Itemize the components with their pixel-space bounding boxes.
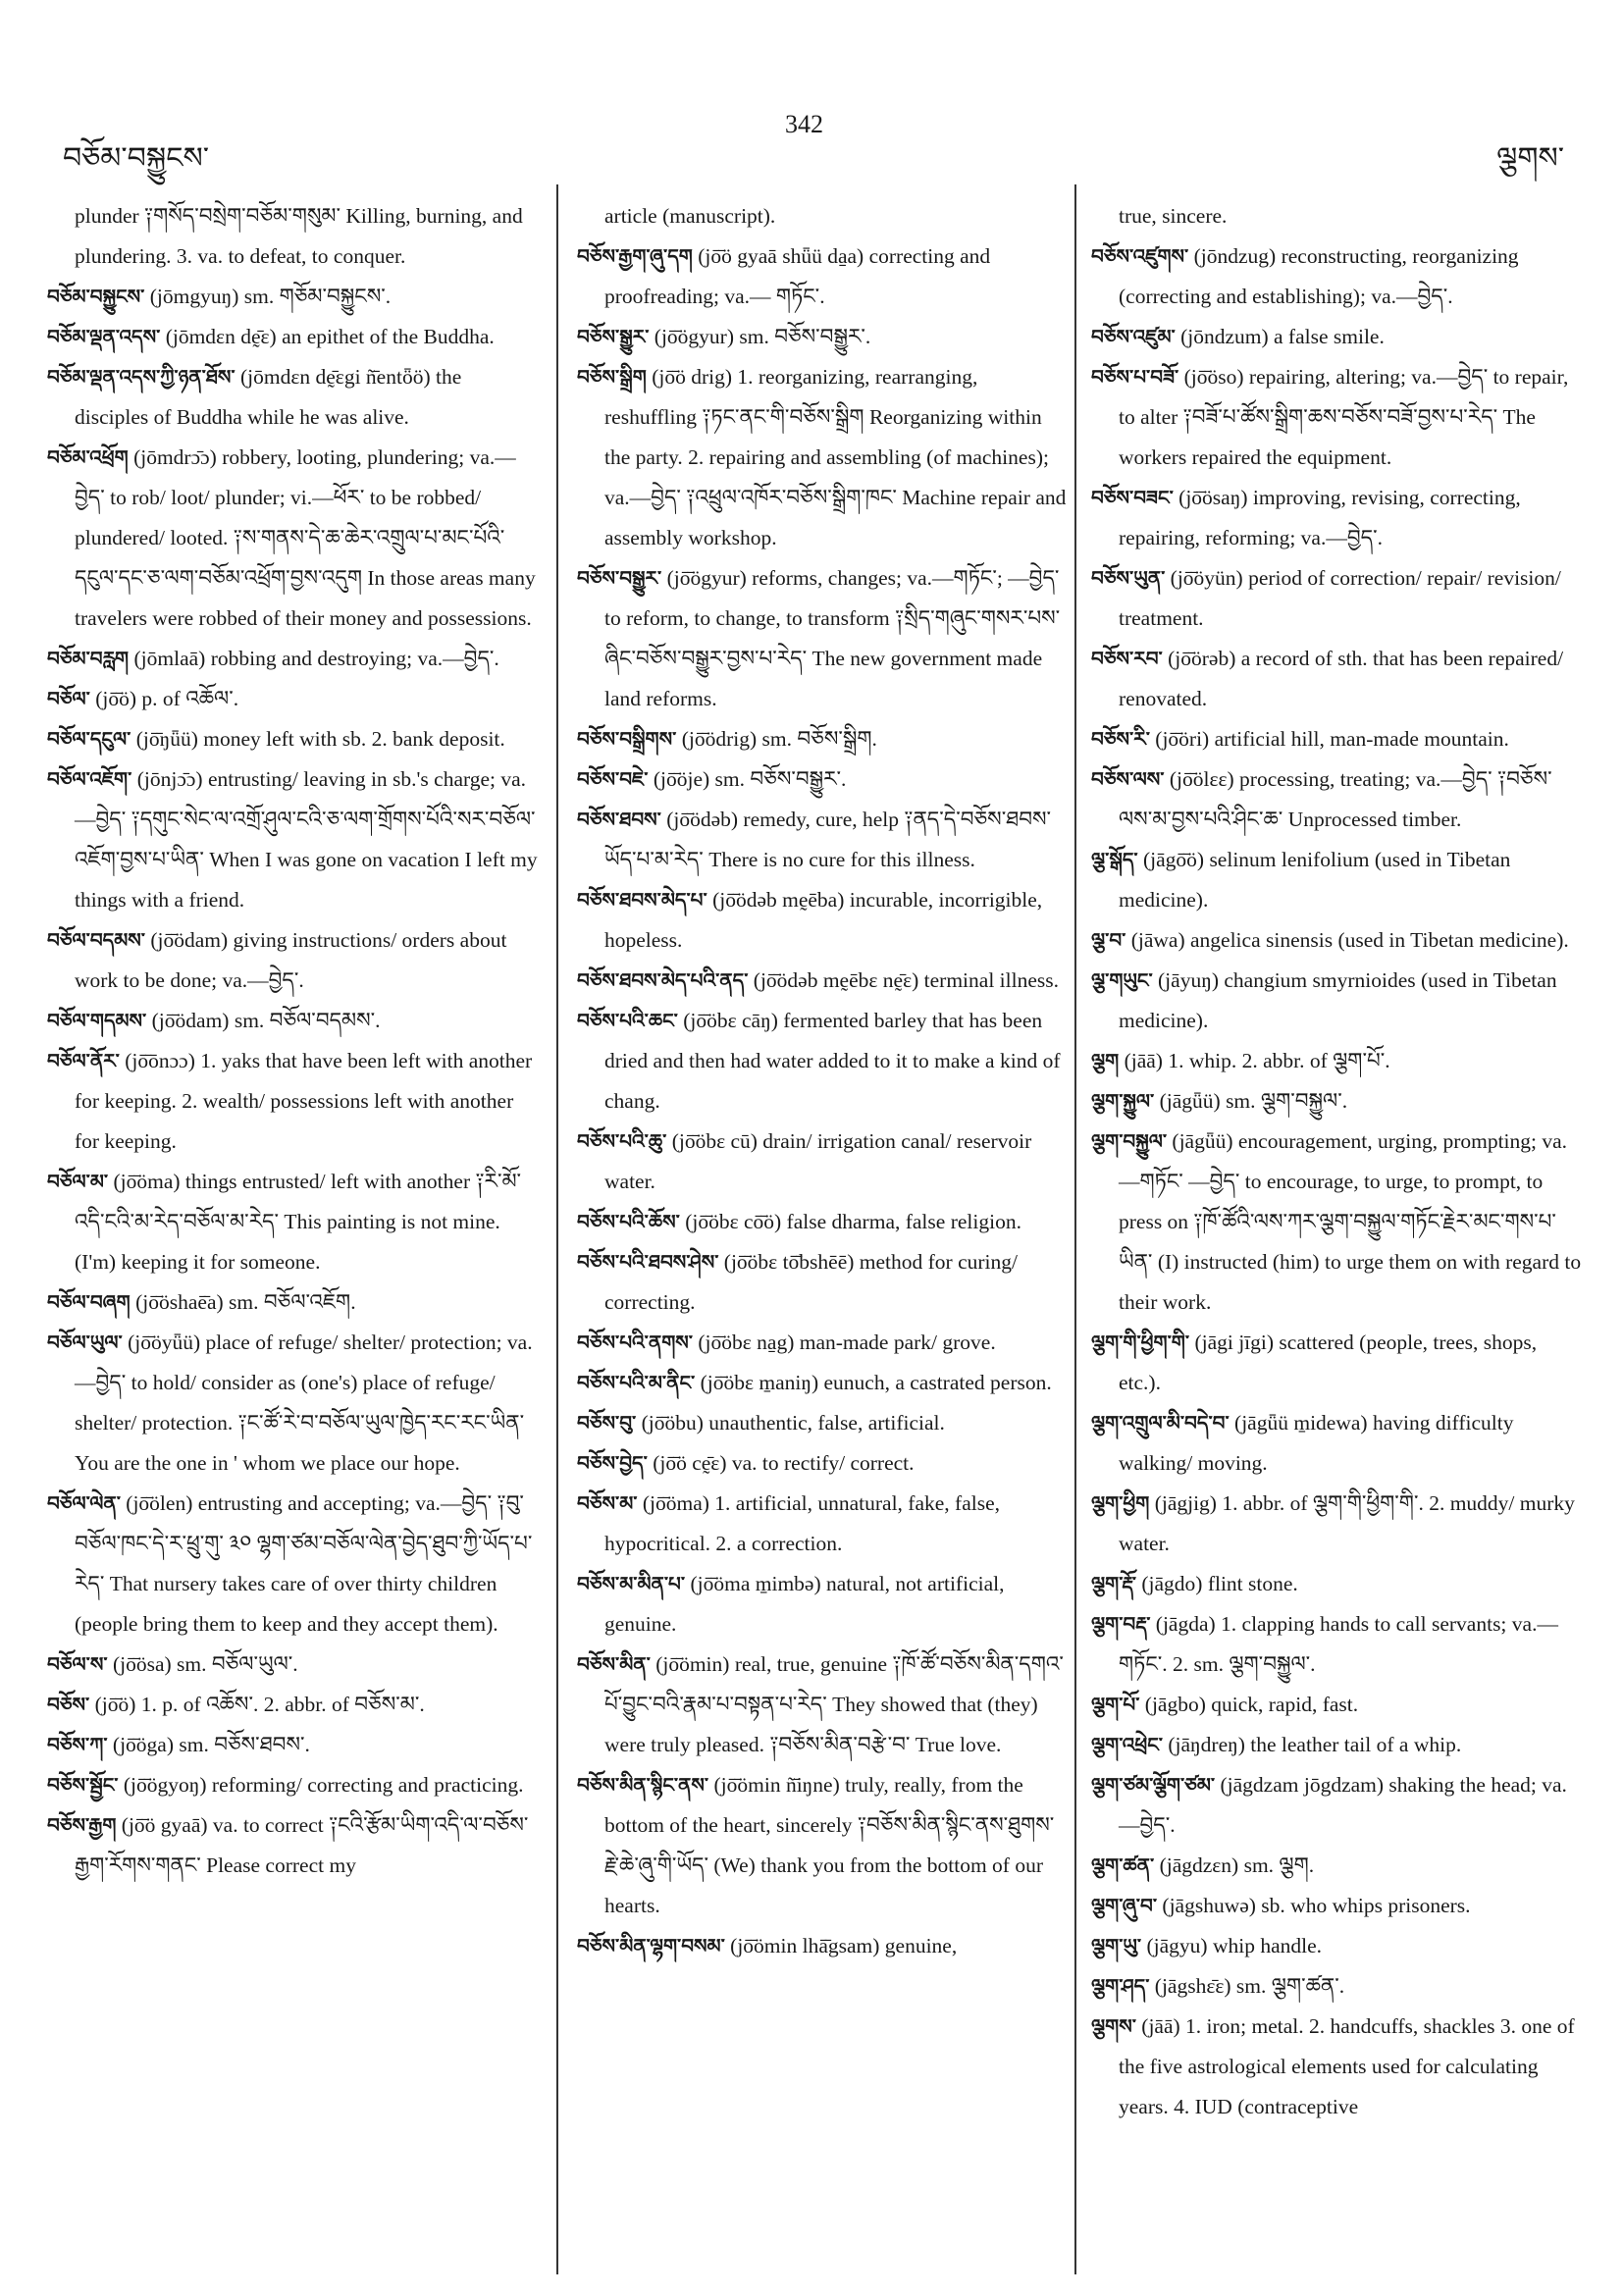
dictionary-entry bbox=[47, 1282, 538, 1323]
definition: (jōnjɔ̄ɔ) entrusting/ leaving in sb.'s charge; va.—བྱེད་ ༑དགུང་སེང་ལ་འགྲོ་ཤུལ་ངའི་ཅ་ལག་གྲོགས་པོའི་སར་བཅོལ་འཇོག་བྱས་པ་ཡིན་ When I was gone on vacation I left my things with a friend. bbox=[75, 767, 538, 912]
headword: བཅོལ་ཡུལ་ bbox=[47, 1331, 123, 1354]
definition: (jōndzum) a false smile. bbox=[1175, 325, 1385, 348]
headword: བཅོལ་ས་ bbox=[47, 1652, 108, 1676]
definition: (jāyuŋ) changium smyrnioides (used in Tibetan medicine). bbox=[1119, 968, 1557, 1032]
headword: ལྕག་བསྐྱུལ་ bbox=[1091, 1129, 1168, 1153]
headword: བཅོས་འཛུགས་ bbox=[1091, 244, 1189, 268]
definition: (jāā) 1. iron; metal. 2. handcuffs, shackles 3. one of the five astrological elements used for calculating years. 4. IUD (contraceptive bbox=[1119, 2014, 1575, 2118]
definition: (jō̄öbɛ na̱g) man-made park/ grove. bbox=[692, 1331, 996, 1354]
page-number: 342 bbox=[785, 110, 823, 138]
headword: བཅོས་པའི་ནགས་ bbox=[577, 1331, 693, 1354]
definition: article (manuscript). bbox=[604, 204, 776, 228]
dictionary-entry bbox=[47, 639, 538, 679]
definition: (jāgda) 1. clapping hands to call servants; va.—གཏོང་. 2. sm. ལྕག་བསྐྱུལ་. bbox=[1119, 1612, 1558, 1676]
headword: ལྕག་ཙམ་ལྕོག་ཙམ་ bbox=[1091, 1773, 1216, 1797]
dictionary-entry bbox=[1091, 2007, 1582, 2127]
definition: (jō̄örəb) a record of sth. that has been repaired/ renovated. bbox=[1119, 647, 1564, 710]
headword: ལྕག་གི་ཕྱིག་གི་ bbox=[1091, 1331, 1190, 1354]
definition: (jāgbo) quick, rapid, fast. bbox=[1139, 1693, 1359, 1716]
headword: བཅོས་སྒྲིག bbox=[577, 365, 647, 389]
definition: (jō̄ödəb) remedy, cure, help ༑ནད་དེ་བཅོས་ཐབས་ཡོད་པ་མ་རེད་ There is no cure for this illness. bbox=[604, 808, 1052, 871]
headword: བཅོས་པའི་མ་ནིང་ bbox=[577, 1371, 696, 1394]
headword: བཅོས་བྱེད་ bbox=[577, 1451, 648, 1475]
definition: (jō̄öma) 1. artificial, unnatural, fake, false, hypocritical. 2. a correction. bbox=[604, 1491, 1001, 1555]
definition: (jō̄öbɛ tō̄bshēē) method for curing/ correcting. bbox=[604, 1250, 1018, 1314]
definition: (jō̄ösaŋ) improving, revising, correcting, repairing, reforming; va.—བྱེད་. bbox=[1119, 486, 1521, 549]
dictionary-entry bbox=[577, 558, 1068, 719]
headword: ལྕག་འཕྲེང་ bbox=[1091, 1733, 1163, 1756]
definition: (jō̄ödəb mḛēbɛ nḛ̄ɛ) terminal illness. bbox=[748, 968, 1059, 992]
definition: (jō̄ö gyaā shǖü da̱a) correcting and proofreading; va.— གཏོང་. bbox=[604, 244, 991, 308]
definition: (jō̄ögyoŋ) reforming/ correcting and practicing. bbox=[118, 1773, 524, 1797]
headword: བཅོས་ཐབས་མེད་པའི་ནད་ bbox=[577, 968, 749, 992]
dictionary-entry bbox=[577, 961, 1068, 1001]
definition: (jāwa) angelica sinensis (used in Tibetan medicine). bbox=[1126, 928, 1569, 952]
dictionary-entry bbox=[1091, 1323, 1582, 1403]
definition: (jō̄ögyur) reforms, changes; va.—གཏོང་; —བྱེད་ to reform, to change, to transform ༑སྲིད་གཞུང་གསར་པས་ཞིང་བཅོས་བསྒྱུར་བྱས་པ་རེད་ The new government made land reforms. bbox=[604, 566, 1061, 710]
definition: (jōmgyuŋ) sm. གཅོམ་བསྐྱུངས་. bbox=[144, 285, 392, 308]
definition: (jāgyu) whip handle. bbox=[1141, 1934, 1323, 1957]
dictionary-entry bbox=[1091, 961, 1582, 1041]
dictionary-entry bbox=[1091, 1564, 1582, 1604]
headword: བཅོལ་བདམས་ bbox=[47, 928, 145, 952]
dictionary-entry bbox=[47, 1001, 538, 1041]
definition: (jāgshuwə) sb. who whips prisoners. bbox=[1157, 1894, 1471, 1917]
headword: བཅོས་མ་ bbox=[577, 1491, 638, 1515]
running-head-right: ལྕགས་ bbox=[1496, 141, 1564, 176]
definition: (jō̄ögyur) sm. བཅོས་བསྒྱུར་. bbox=[649, 325, 871, 348]
headword: བཅོལ་དངུལ་ bbox=[47, 727, 131, 751]
headword: བཅོམ་བརླག bbox=[47, 647, 130, 670]
headword: བཅོས་ཡུན་ bbox=[1091, 566, 1166, 590]
headword: ལྕག་ཡུ་ bbox=[1091, 1934, 1142, 1957]
headword: བཅོས་བསྒྲིགས་ bbox=[577, 727, 677, 751]
definition: (jāgō̄ö) selinum lenifolium (used in Tibetan medicine). bbox=[1119, 848, 1511, 912]
definition: (jāgdzɛn) sm. ལྕག. bbox=[1154, 1853, 1315, 1877]
dictionary-entry bbox=[47, 1685, 538, 1725]
definition: (jō̄ö drig) 1. reorganizing, rearranging, reshuffling ༑ཏང་ནང་གི་བཅོས་སྒྲིག Reorganizing within the party. 2. repairing and assembling (of machines); va.—བྱེད་ ༑འཕྲུལ་འཁོར་བཅོས་སྒྲིག་ཁང་ Machine repair and assembly workshop. bbox=[604, 365, 1067, 549]
definition: (jōmlaā) robbing and destroying; va.—བྱེད་. bbox=[129, 647, 499, 670]
dictionary-entry bbox=[577, 1363, 1068, 1403]
definition: (jō̄ölɛɛ) processing, treating; va.—བྱེད་ ༑བཅོས་ལས་མ་བྱས་པའི་ཤིང་ཆ་ Unprocessed timber. bbox=[1119, 767, 1552, 831]
headword: བཅོས་རབ་ bbox=[1091, 647, 1163, 670]
headword: བཅོལ་འཇོག་ bbox=[47, 767, 132, 791]
column-divider-2 bbox=[1074, 184, 1076, 2274]
dictionary-entry bbox=[47, 357, 538, 438]
dictionary-entry bbox=[1091, 1846, 1582, 1886]
definition: (jō̄öri) artificial hill, man-made mountain. bbox=[1149, 727, 1509, 751]
headword: བཅོས་འཛུམ་ bbox=[1091, 325, 1176, 348]
dictionary-entry bbox=[47, 920, 538, 1001]
headword: བཅོས་མ་མིན་པ་ bbox=[577, 1572, 686, 1595]
dictionary-entry bbox=[1091, 236, 1582, 317]
headword: བཅོས་ bbox=[47, 1693, 90, 1716]
column-1 bbox=[47, 196, 538, 2257]
headword: བཅོས་པའི་ཆང་ bbox=[577, 1009, 678, 1032]
dictionary-entry bbox=[47, 1644, 538, 1685]
definition: (jō̄ōnɔɔ) 1. yaks that have been left with another for keeping. 2. wealth/ possessions left with another for keeping. bbox=[75, 1049, 533, 1153]
dictionary-entry bbox=[47, 317, 538, 357]
headword: ལྕག་ཚན་ bbox=[1091, 1853, 1155, 1877]
definition: (jō̄ödəb mḛēba) incurable, incorrigible, hopeless. bbox=[604, 888, 1043, 952]
column-2 bbox=[577, 196, 1068, 2257]
headword: བཅོས་རྒྱག bbox=[47, 1813, 117, 1837]
dictionary-entry bbox=[577, 1242, 1068, 1323]
dictionary-entry bbox=[1091, 759, 1582, 840]
dictionary-entry bbox=[47, 438, 538, 639]
headword: བཅོས་ཐབས་ bbox=[577, 808, 661, 831]
dictionary-entry bbox=[577, 1122, 1068, 1202]
definition: (jō̄öbɛ cū) drain/ irrigation canal/ reservoir water. bbox=[604, 1129, 1032, 1193]
dictionary-entry bbox=[1091, 1685, 1582, 1725]
headword: བཅོས་བཟང་ bbox=[1091, 486, 1174, 509]
definition: (jō̄öyǖü) place of refuge/ shelter/ protection; va.—བྱེད་ to hold/ consider as (one's) place of refuge/ shelter/ protection. ༑ང་ཚོ་རེ་བ་བཅོལ་ཡུལ་ཁྱེད་རང་རང་ཡིན་ You are the one in ' whom we place our hope. bbox=[75, 1331, 533, 1475]
definition: (jō̄ömin) real, true, genuine ༑ཁོ་ཚོ་བཅོས་མིན་དགའ་པོ་བྱུང་བའི་རྣམ་པ་བསྟན་པ་རེད་ They showed that (they) were truly pleased. ༑བཅོས་མིན་བརྩེ་བ་ True love. bbox=[604, 1652, 1064, 1756]
definition: (jō̄öyün) period of correction/ repair/ revision/ treatment. bbox=[1119, 566, 1561, 630]
dictionary-entry bbox=[1091, 1081, 1582, 1122]
dictionary-entry bbox=[47, 719, 538, 759]
dictionary-entry bbox=[47, 1323, 538, 1484]
definition: (jō̄öbɛ cō̄ö) false dharma, false religion. bbox=[679, 1210, 1021, 1233]
definition: (jō̄öma m̱imbə) natural, not artificial, genuine. bbox=[604, 1572, 1005, 1636]
headword: བཅོས་མིན་སྙིང་ནས་ bbox=[577, 1773, 709, 1797]
dictionary-entry bbox=[577, 236, 1068, 317]
dictionary-entry bbox=[1091, 1122, 1582, 1323]
definition: (jō̄ölen) entrusting and accepting; va.—བྱེད་ ༑བུ་བཅོལ་ཁང་དེ་ར་ཕྲུ་གུ་ ༣༠ ལྷག་ཙམ་བཅོལ་ལེན་བྱེད་ཐུབ་ཀྱི་ཡོད་པ་རེད་ That nursery takes care of over thirty children (people bring them to keep and they accept them). bbox=[75, 1491, 533, 1636]
definition: (jō̄ö gyaā) va. to correct ༑ངའི་རྩོམ་ཡིག་འདི་ལ་བཅོས་རྒྱག་རོགས་གནང་ Please correct my bbox=[75, 1813, 529, 1877]
dictionary-entry bbox=[47, 1484, 538, 1644]
definition: (jō̄öga) sm. བཅོས་ཐབས་. bbox=[107, 1733, 310, 1756]
definition: (jō̄öshaē̄a) sm. བཅོལ་འཇོག. bbox=[130, 1290, 356, 1314]
headword: བཅོམ་བསྐྱུངས་ bbox=[47, 285, 145, 308]
entry-continuation bbox=[577, 196, 1068, 236]
column-3 bbox=[1091, 196, 1582, 2257]
headword: བཅོལ་མ་ bbox=[47, 1170, 109, 1193]
definition: (jōmdɛn dḛ̄ɛ) an epithet of the Buddha. bbox=[160, 325, 495, 348]
dictionary-entry bbox=[577, 880, 1068, 961]
headword: ལྕག་སྐྱུལ་ bbox=[1091, 1089, 1155, 1113]
definition: (jōmdɛn dḛ̄ɛgi ñ̄entȫö) the disciples of Buddha while he was alive. bbox=[75, 365, 462, 429]
definition: (jō̄öbɛ cāŋ) fermented barley that has been dried and then had water added to it to make a kind of chang. bbox=[604, 1009, 1061, 1113]
headword: ལྕག་བརྡ་ bbox=[1091, 1612, 1151, 1636]
dictionary-entry bbox=[577, 1001, 1068, 1122]
dictionary-entry bbox=[1091, 719, 1582, 759]
headword: ལྕག་ཕྱིག bbox=[1091, 1491, 1150, 1515]
headword: ལྕག་རྡོ་ bbox=[1091, 1572, 1136, 1595]
entry-continuation bbox=[47, 196, 538, 277]
definition: (jōmdrɔ̄ɔ) robbery, looting, plundering; va.—བྱེད་ to rob/ loot/ plunder; vi.—ཕོར་ to be robbed/ plundered/ looted. ༑ས་གནས་དེ་ཆ་ཆེར་འགྲུལ་པ་མང་པོའི་དངུལ་དང་ཅ་ལག་བཅོམ་འཕྲོག་བྱས་འདུག In those areas many travelers were robbed of their money and possessions. bbox=[75, 445, 536, 630]
headword: ལྕ་གཡུང་ bbox=[1091, 968, 1153, 992]
headword: བཅོས་བཇེ་ bbox=[577, 767, 649, 791]
definition: (jāgǖü) encouragement, urging, prompting; va.—གཏོང་ —བྱེད་ to encourage, to urge, to prompt, to press on ༑ཁོ་ཚོའི་ལས་ཀར་ལྕག་བསྐྱུལ་གཏོང་རྗེར་མང་གས་པ་ཡིན་ (I) instructed (him) to urge them on with regard to their work. bbox=[1119, 1129, 1582, 1314]
headword: ལྕག་ཞུ་བ་ bbox=[1091, 1894, 1158, 1917]
dictionary-entry bbox=[1091, 317, 1582, 357]
headword: ལྕ་བ་ bbox=[1091, 928, 1126, 952]
column-divider-1 bbox=[556, 184, 558, 2274]
dictionary-entry bbox=[1091, 1725, 1582, 1765]
dictionary-entry bbox=[577, 317, 1068, 357]
dictionary-entry bbox=[1091, 920, 1582, 961]
headword: ལྕག་ཤད་ bbox=[1091, 1974, 1150, 1998]
running-head-left: བཅོམ་བསྐྱུངས་ bbox=[63, 141, 210, 176]
definition: (jō̄ŋǖü) money left with sb. 2. bank deposit. bbox=[131, 727, 505, 751]
dictionary-entry bbox=[577, 1403, 1068, 1443]
dictionary-entry bbox=[577, 1926, 1068, 1966]
dictionary-entry bbox=[47, 277, 538, 317]
definition: (jāgǖü m̱idewa) having difficulty walking/ moving. bbox=[1119, 1411, 1514, 1475]
definition: (jō̄öbɛ m̱aniŋ) eunuch, a castrated person. bbox=[695, 1371, 1052, 1394]
headword: བཅོམ་ལྡན་འདས་ bbox=[47, 325, 161, 348]
headword: བཅོས་ཀ་ bbox=[47, 1733, 108, 1756]
headword: བཅོས་ལས་ bbox=[1091, 767, 1165, 791]
headword: བཅོལ་ལེན་ bbox=[47, 1491, 121, 1515]
dictionary-entry bbox=[1091, 1926, 1582, 1966]
headword: བཅོས་པ་བཟོ་ bbox=[1091, 365, 1179, 389]
headword: ལྕ་སྒོད་ bbox=[1091, 848, 1138, 871]
headword: ལྕག bbox=[1091, 1049, 1120, 1072]
definition: (jāgshɛ̄ɛ) sm. ལྕག་ཚན་. bbox=[1149, 1974, 1345, 1998]
headword: བཅོས་བསྒྱུར་ bbox=[577, 566, 662, 590]
dictionary-entry bbox=[1091, 478, 1582, 558]
headword: ལྕག་པོ་ bbox=[1091, 1693, 1140, 1716]
dictionary-entry bbox=[577, 1443, 1068, 1484]
headword: བཅོས་རྒྱག་ཞུ་དག bbox=[577, 244, 693, 268]
headword: བཅོས་སྦྱོང་ bbox=[47, 1773, 119, 1797]
definition: (jāgdo) flint stone. bbox=[1135, 1572, 1298, 1595]
dictionary-entry bbox=[1091, 1041, 1582, 1081]
headword: བཅོས་པའི་ཆོས་ bbox=[577, 1210, 680, 1233]
entry-continuation bbox=[1091, 196, 1582, 236]
headword: བཅོལ་ནོར་ bbox=[47, 1049, 120, 1072]
definition: (jō̄ömin lhā̄gsam) genuine, bbox=[724, 1934, 958, 1957]
dictionary-entry bbox=[1091, 1966, 1582, 2007]
headword: བཅོལ་བཞག bbox=[47, 1290, 131, 1314]
definition: (jāā) 1. whip. 2. abbr. of ལྕག་པོ་. bbox=[1119, 1049, 1390, 1072]
headword: བཅོས་མིན་ bbox=[577, 1652, 651, 1676]
definition: (jō̄ö) p. of འཆོལ་. bbox=[89, 687, 239, 710]
definition: (jāŋdreŋ) the leather tail of a whip. bbox=[1162, 1733, 1462, 1756]
dictionary-entry bbox=[577, 800, 1068, 880]
definition: (jō̄ömin ñ̄iŋne) truly, really, from the bottom of the heart, sincerely ༑བཅོས་མིན་སྙིང་ནས་ཐུགས་རྗེ་ཆེ་ཞུ་གི་ཡོད་ (We) thank you from the bottom of our hearts. bbox=[604, 1773, 1055, 1917]
dictionary-entry bbox=[1091, 357, 1582, 478]
dictionary-entry bbox=[577, 719, 1068, 759]
definition: (jō̄öbu) unauthentic, false, artificial. bbox=[636, 1411, 945, 1435]
definition: (jō̄öje) sm. བཅོས་བསྒྱུར་. bbox=[648, 767, 847, 791]
dictionary-entry bbox=[1091, 1484, 1582, 1564]
dictionary-entry bbox=[577, 1323, 1068, 1363]
definition: true, sincere. bbox=[1119, 204, 1228, 228]
definition: (jō̄ödrig) sm. བཅོས་སྒྲིག. bbox=[676, 727, 877, 751]
definition: plunder ༑གསོད་བསྲེག་བཅོམ་གསུམ་ Killing, burning, and plundering. 3. va. to defeat, to conquer. bbox=[75, 204, 523, 268]
dictionary-entry bbox=[577, 357, 1068, 558]
headword: བཅོས་སྒྱུར་ bbox=[577, 325, 650, 348]
headword: བཅོམ་ལྡན་འདས་ཀྱི་ཉན་ཐོས་ bbox=[47, 365, 236, 389]
definition: (jō̄ö cḛ̄ɛ) va. to rectify/ correct. bbox=[647, 1451, 915, 1475]
headword: བཅོམ་འཕྲོག bbox=[47, 445, 129, 469]
headword: བཅོས་པའི་ཐབས་ཤེས་ bbox=[577, 1250, 719, 1274]
headword: བཅོས་མིན་ལྷག་བསམ་ bbox=[577, 1934, 725, 1957]
dictionary-entry bbox=[47, 679, 538, 719]
dictionary-entry bbox=[47, 1162, 538, 1282]
dictionary-entry bbox=[47, 1725, 538, 1765]
headword: བཅོལ་གདམས་ bbox=[47, 1009, 147, 1032]
dictionary-entry bbox=[47, 1041, 538, 1162]
dictionary-entry bbox=[1091, 558, 1582, 639]
headword: བཅོལ་ bbox=[47, 687, 90, 710]
definition: (jō̄ö) 1. p. of འཆོས་. 2. abbr. of བཅོས་མ་. bbox=[89, 1693, 425, 1716]
dictionary-entry bbox=[47, 759, 538, 920]
definition: (jō̄öma) things entrusted/ left with another ༑རི་མོ་འདི་ངའི་མ་རེད་བཅོལ་མ་རེད་ This painting is not mine. (I'm) keeping it for someone. bbox=[75, 1170, 522, 1274]
headword: ལྕགས་ bbox=[1091, 2014, 1136, 2038]
definition: (jō̄ödam) giving instructions/ orders about work to be done; va.—བྱེད་. bbox=[75, 928, 507, 992]
dictionary-entry bbox=[577, 1564, 1068, 1644]
dictionary-entry bbox=[1091, 639, 1582, 719]
definition: (jāgdzam jōgdzam) shaking the head; va.—བྱེད་. bbox=[1119, 1773, 1567, 1837]
headword: བཅོས་རི་ bbox=[1091, 727, 1150, 751]
dictionary-entry bbox=[1091, 840, 1582, 920]
dictionary-entry bbox=[577, 1484, 1068, 1564]
dictionary-entry bbox=[47, 1805, 538, 1886]
definition: (jō̄ösa) sm. བཅོལ་ཡུལ་. bbox=[107, 1652, 298, 1676]
headword: བཅོས་བུ་ bbox=[577, 1411, 637, 1435]
dictionary-entry bbox=[47, 1765, 538, 1805]
dictionary-entry bbox=[1091, 1604, 1582, 1685]
headword: བཅོས་པའི་ཆུ་ bbox=[577, 1129, 667, 1153]
definition: (jō̄ödam) sm. བཅོལ་བདམས་. bbox=[146, 1009, 381, 1032]
definition: (jāgǖü) sm. ལྕག་བསྐྱུལ་. bbox=[1154, 1089, 1348, 1113]
definition: (jō̄öso) repairing, altering; va.—བྱེད་ to repair, to alter ༑བཟོ་པ་ཚོས་སྒྲིག་ཆས་བཅོས་བཟོ་བྱས་པ་རེད་ The workers repaired the equipment. bbox=[1119, 365, 1569, 469]
definition: (jāgi jīgi) scattered (people, trees, shops, etc.). bbox=[1119, 1331, 1538, 1394]
dictionary-entry bbox=[577, 1644, 1068, 1765]
headword: བཅོས་ཐབས་མེད་པ་ bbox=[577, 888, 707, 912]
dictionary-entry bbox=[1091, 1403, 1582, 1484]
dictionary-entry bbox=[577, 1765, 1068, 1926]
dictionary-entry bbox=[577, 1202, 1068, 1242]
definition: (jōndzug) reconstructing, reorganizing (correcting and establishing); va.—བྱེད་. bbox=[1119, 244, 1519, 308]
definition: (jāgjig) 1. abbr. of ལྕག་གི་ཕྱིག་གི་. 2. muddy/ murky water. bbox=[1119, 1491, 1575, 1555]
dictionary-entry bbox=[1091, 1765, 1582, 1846]
dictionary-entry bbox=[577, 759, 1068, 800]
dictionary-entry bbox=[1091, 1886, 1582, 1926]
headword: ལྕག་འགྲུལ་མི་བདེ་བ་ bbox=[1091, 1411, 1230, 1435]
